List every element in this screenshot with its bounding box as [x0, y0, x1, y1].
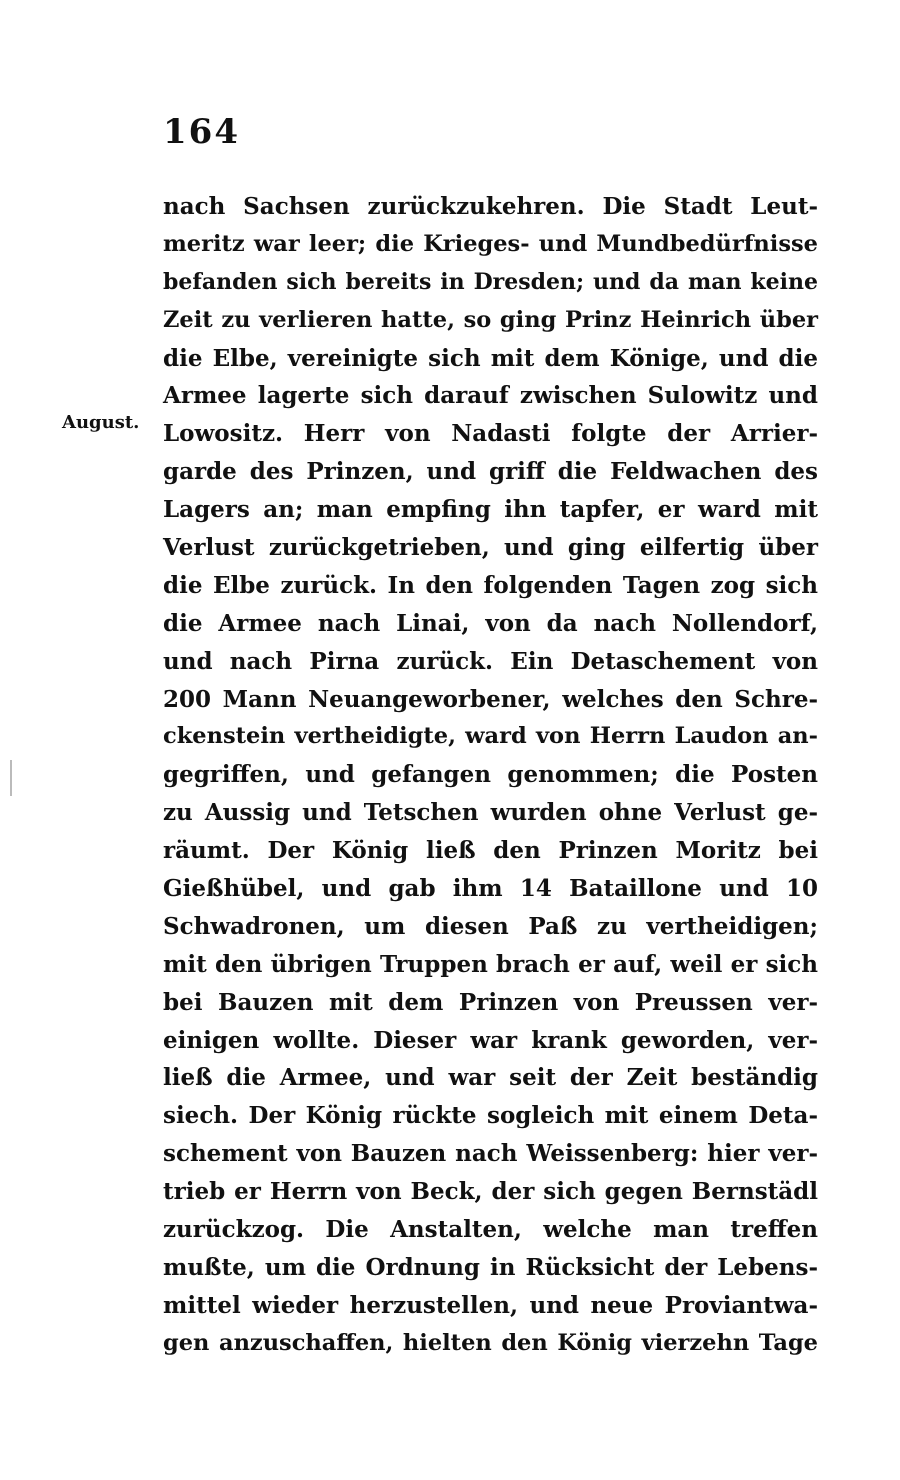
- text-line: räumt. Der König ließ den Prinzen Moritz bei: [163, 837, 818, 865]
- text-line: die Elbe zurück. In den folgenden Tagen zog sich: [163, 571, 818, 599]
- text-line: Lowositz. Herr von Nadasti folgte der Arrier-: [163, 420, 818, 448]
- text-line: zurückzog. Die Anstalten, welche man treffen: [163, 1216, 818, 1244]
- text-line: mittel wieder herzustellen, und neue Proviantwa-: [163, 1291, 818, 1319]
- text-line: nach Sachsen zurückzukehren. Die Stadt Leut-: [163, 193, 818, 220]
- text-line: gegriffen, und gefangen genommen; die Posten: [163, 761, 818, 789]
- text-line: Verlust zurückgetrieben, und ging eilfertig über: [163, 534, 818, 562]
- text-line: mußte, um die Ordnung in Rücksicht der Lebens-: [163, 1253, 818, 1281]
- text-line: meritz war leer; die Krieges- und Mundbedürfnisse: [163, 230, 818, 257]
- text-line: Armee lagerte sich darauf zwischen Sulowitz und: [163, 382, 818, 410]
- text-line: mit den übrigen Truppen brach er auf, weil er sich: [163, 950, 818, 978]
- text-line: die Armee nach Linai, von da nach Nollendorf,: [163, 609, 818, 637]
- text-line: zu Aussig und Tetschen wurden ohne Verlust ge-: [163, 799, 818, 827]
- scan-mark: [10, 760, 12, 796]
- text-line: die Elbe, vereinigte sich mit dem Könige, und die: [163, 344, 818, 372]
- text-line: Schwadronen, um diesen Paß zu vertheidigen;: [163, 912, 818, 940]
- text-line: schement von Bauzen nach Weissenberg: hier ver-: [163, 1140, 818, 1168]
- text-line: bei Bauzen mit dem Prinzen von Preussen ver-: [163, 988, 818, 1016]
- text-line: gen anzuschaffen, hielten den König vierzehn Tage: [163, 1329, 818, 1356]
- text-line: ckenstein vertheidigte, ward von Herrn Laudon an-: [163, 723, 818, 750]
- text-line: einigen wollte. Dieser war krank geworden, ver-: [163, 1026, 818, 1054]
- text-line: Zeit zu verlieren hatte, so ging Prinz Heinrich über: [163, 306, 818, 333]
- margin-note: August.: [62, 412, 140, 433]
- text-line: Gießhübel, und gab ihm 14 Bataillone und 10: [163, 875, 818, 903]
- text-line: ließ die Armee, und war seit der Zeit beständig: [163, 1064, 818, 1092]
- text-line: trieb er Herrn von Beck, der sich gegen Bernstädl: [163, 1178, 818, 1206]
- page-number: 164: [163, 112, 240, 152]
- text-line: Lagers an; man empfing ihn tapfer, er ward mit: [163, 496, 818, 524]
- text-line: und nach Pirna zurück. Ein Detaschement von: [163, 647, 818, 675]
- body-text: [163, 188, 818, 1363]
- text-line: 200 Mann Neuangeworbener, welches den Schre-: [163, 685, 818, 713]
- text-line: siech. Der König rückte sogleich mit einem Deta-: [163, 1102, 818, 1130]
- text-line: befanden sich bereits in Dresden; und da man keine: [163, 268, 818, 295]
- text-line: garde des Prinzen, und griff die Feldwachen des: [163, 458, 818, 486]
